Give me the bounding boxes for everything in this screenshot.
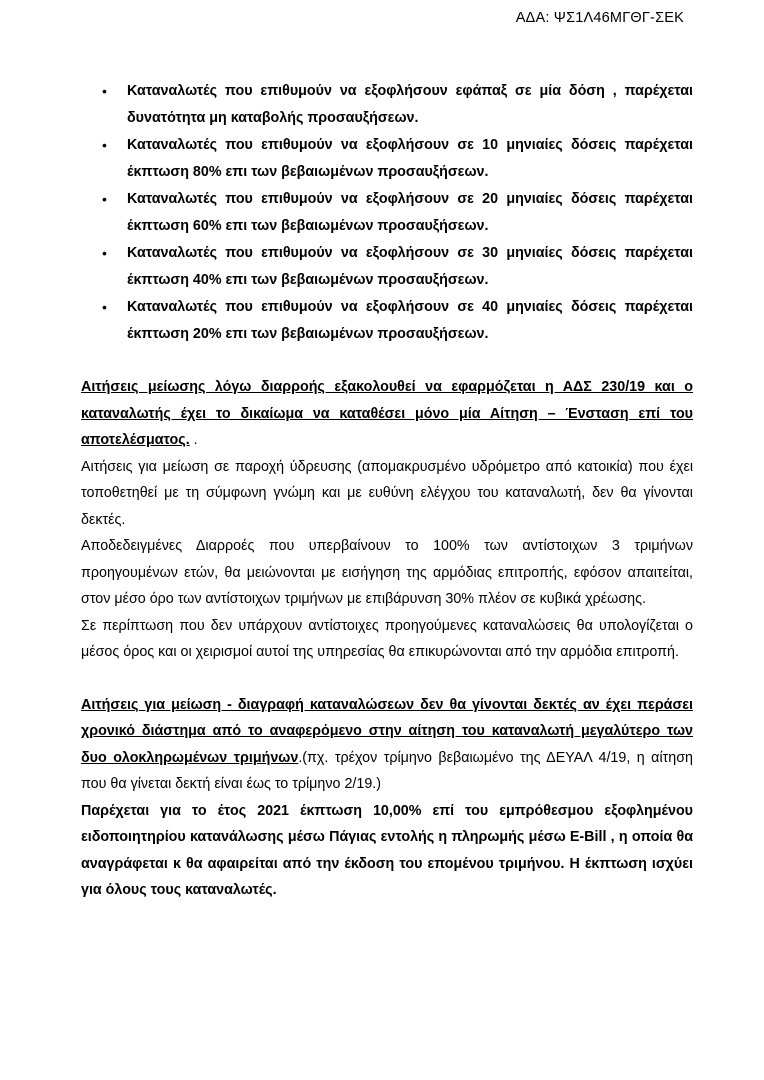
leakage-heading xyxy=(81,374,693,454)
list-item-text: Καταναλωτές που επιθυμούν να εξοφλήσουν σε 30 μηνιαίες δόσεις παρέχεται έκπτωση 40% επι των βεβαιωμένων προσαυξήσεων. xyxy=(127,245,693,288)
leakage-heading-text: Αιτήσεις μείωσης λόγω διαρροής εξακολουθεί να εφαρμόζεται η ΑΔΣ 230/19 και ο καταναλωτής έχει το δικαίωμα να καταθέσει μόνο μία Αίτηση – Ένσταση επί του αποτελέσματος. xyxy=(81,379,693,448)
bullet-icon: • xyxy=(102,191,107,207)
list-item xyxy=(81,186,693,240)
deletion-heading xyxy=(81,692,693,798)
paragraph-no-previous: Σε περίπτωση που δεν υπάρχουν αντίστοιχες προηγούμενες καταναλώσεις θα υπολογίζεται ο μέσος όρος και οι χειρισμοί αυτοί της υπηρεσίας θα επικυρώνονται από την αρμόδια επιτροπή. xyxy=(81,617,693,660)
paragraph-remote-meter: Αιτήσεις για μείωση σε παροχή ύδρευσης (απομακρυσμένο υδρόμετρο από κατοικία) που έχει τοποθετηθεί με τη σύμφωνη γνώμη και με ευθύνη ελέγχου του καταναλωτή, δεν θα γίνονται δεκτές. xyxy=(81,458,693,528)
list-item xyxy=(81,294,693,348)
bullet-icon: • xyxy=(102,299,107,315)
paragraph-ebill-discount: Παρέχεται για το έτος 2021 έκπτωση 10,00% επί του εμπρόθεσμου εξοφλημένου ειδοποιητηρίου κατανάλωσης μέσω Πάγιας εντολής η πληρωμής μέσω E-Bill , η οποία θα αναγράφεται κ θα αφαιρείται από την έκδοση του επομένου τριμήνου. Η έκπτωση ισχύει για όλους τους καταναλωτές. xyxy=(81,802,693,898)
deletion-heading-tail: .(πχ. τρέχον τρίμηνο βεβαιωμένο της ΔΕΥΑΛ 4/19, η αίτηση που θα γίνεται δεκτή είναι έως το τρίμηνο 2/19.) xyxy=(81,749,693,792)
bullet-icon: • xyxy=(102,245,107,261)
list-item xyxy=(81,78,693,132)
list-item-text: Καταναλωτές που επιθυμούν να εξοφλήσουν σε 10 μηνιαίες δόσεις παρέχεται έκπτωση 80% επι των βεβαιωμένων προσαυξήσεων. xyxy=(127,137,693,180)
list-item xyxy=(81,240,693,294)
list-item xyxy=(81,132,693,186)
installment-list xyxy=(81,78,693,348)
document-body xyxy=(81,78,693,904)
bullet-icon: • xyxy=(102,137,107,153)
ada-code: ΑΔΑ: ΨΣ1Λ46ΜΓΘΓ-ΣΕΚ xyxy=(515,10,684,26)
deletion-heading-text: Αιτήσεις για μείωση - διαγραφή καταναλώσεων δεν θα γίνονται δεκτές αν έχει περάσει χρονικό διάστημα από το αναφερόμενο στην αίτηση του καταναλωτή μεγαλύτερο των δυο ολοκληρωμένων τριμήνων xyxy=(81,696,693,766)
paragraph-proven-leaks: Αποδεδειγμένες Διαρροές που υπερβαίνουν το 100% των αντίστοιχων 3 τριμήνων προηγουμένων ετών, θα μειώνονται με εισήγηση της αρμόδιας επιτροπής, εφόσον απαιτείται, στον μέσο όρο των αντίστοιχων τριμήνων με επιβάρυνση 30% πλέον σε κυβικά χρέωσης. xyxy=(81,538,693,607)
bullet-icon: • xyxy=(102,83,107,99)
leakage-heading-tail: . xyxy=(189,432,198,448)
list-item-text: Καταναλωτές που επιθυμούν να εξοφλήσουν σε 20 μηνιαίες δόσεις παρέχεται έκπτωση 60% επι των βεβαιωμένων προσαυξήσεων. xyxy=(127,191,693,234)
list-item-text: Καταναλωτές που επιθυμούν να εξοφλήσουν σε 40 μηνιαίες δόσεις παρέχεται έκπτωση 20% επι των βεβαιωμένων προσαυξήσεων. xyxy=(127,299,693,342)
list-item-text: Καταναλωτές που επιθυμούν να εξοφλήσουν εφάπαξ σε μία δόση , παρέχεται δυνατότητα μη καταβολής προσαυξήσεων. xyxy=(127,83,693,126)
